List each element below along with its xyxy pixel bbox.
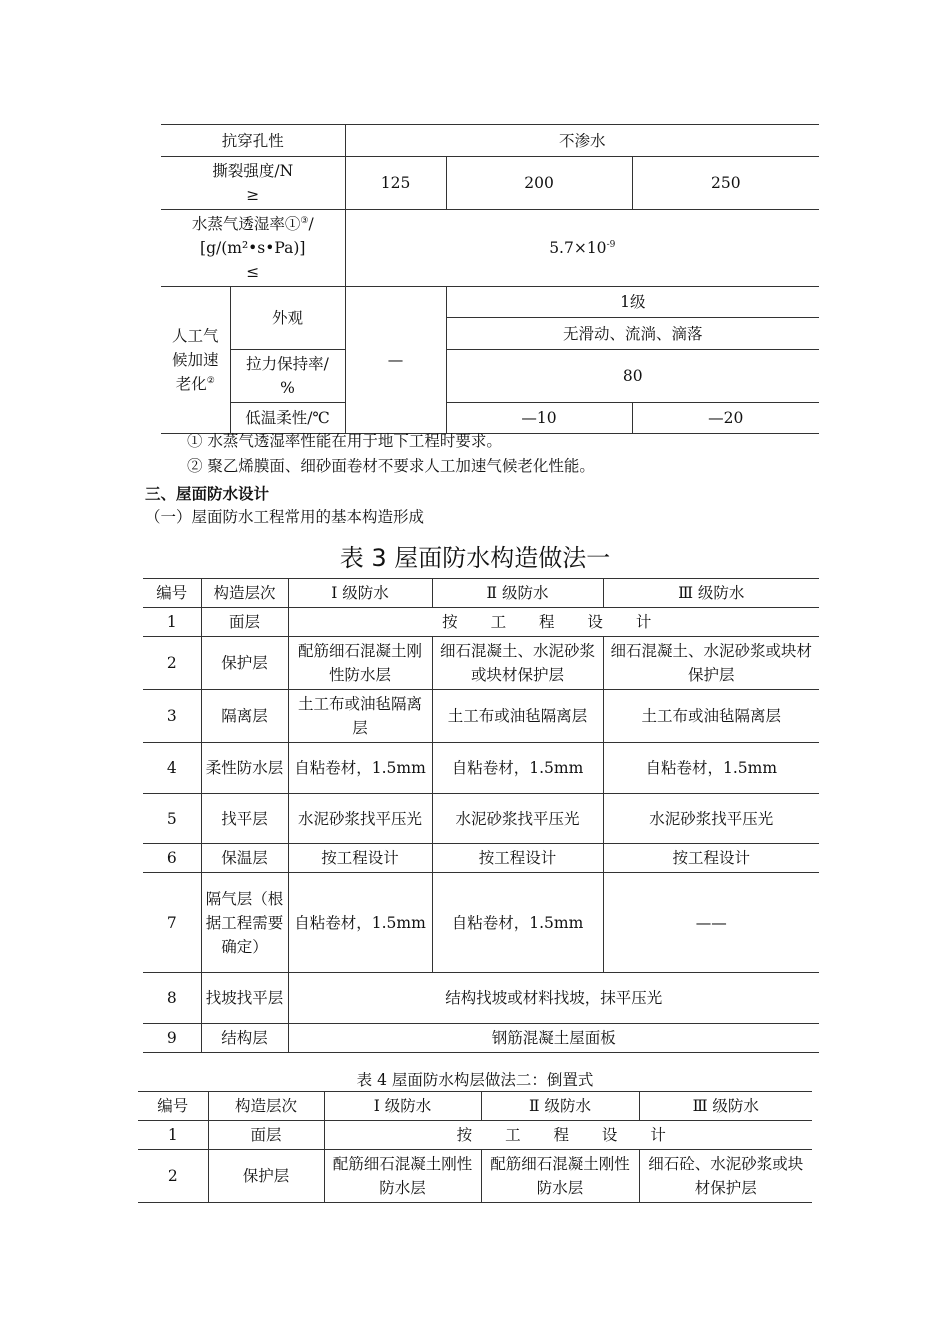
header-grade-2: Ⅱ 级防水: [481, 1092, 639, 1121]
row-no: 2: [138, 1150, 208, 1203]
tensile-label-line1: 拉力保持率/: [246, 355, 329, 373]
vapor-label-line3: ≤: [246, 263, 260, 281]
vapor-label-line1: [164, 212, 342, 236]
row-grade-2: 土工布或油毡隔离层: [432, 690, 603, 743]
row-merged: 按 工 程 设 计: [324, 1121, 812, 1150]
row-no: 4: [143, 743, 201, 794]
row-grade-1: 自粘卷材，1.5mm: [288, 873, 432, 973]
table-row: [143, 608, 819, 637]
header-grade-1: Ⅰ 级防水: [288, 579, 432, 608]
low-temp-flex-v1: —10: [446, 403, 632, 434]
row-grade-1: 自粘卷材，1.5mm: [288, 743, 432, 794]
properties-table: [161, 124, 819, 434]
aging-label-text: 老化: [175, 375, 207, 393]
tear-strength-label-line2: ≥: [246, 186, 260, 204]
aging-dash: —: [345, 287, 446, 434]
row-no: 5: [143, 794, 201, 844]
row-merged: 按 工 程 设 计: [288, 608, 819, 637]
row-grade-3: 按工程设计: [603, 844, 819, 873]
row-layer: 柔性防水层: [201, 743, 288, 794]
header-grade-1: Ⅰ 级防水: [324, 1092, 481, 1121]
table-row: [161, 287, 819, 318]
row-grade-2: 自粘卷材，1.5mm: [432, 743, 603, 794]
table-row: [143, 690, 819, 743]
section-heading: 三、屋面防水设计: [145, 485, 270, 503]
row-grade-1: 配筋细石混凝土刚性防水层: [324, 1150, 481, 1203]
puncture-value: 不渗水: [345, 125, 819, 157]
row-no: 1: [138, 1121, 208, 1150]
row-layer: 保护层: [208, 1150, 324, 1203]
tear-strength-label: [161, 157, 345, 210]
row-layer: 找坡找平层: [201, 973, 288, 1024]
row-grade-3: 细石混凝土、水泥砂浆或块材保护层: [603, 637, 819, 690]
tensile-retention-label: [230, 350, 345, 403]
row-merged: 结构找坡或材料找坡，抹平压光: [288, 973, 819, 1024]
footnote-1: ① 水蒸气透湿率性能在用于地下工程时要求。: [187, 432, 502, 450]
row-grade-1: 配筋细石混凝土刚性防水层: [288, 637, 432, 690]
tear-strength-v2: 200: [446, 157, 632, 210]
table-row: [161, 157, 819, 210]
row-no: 3: [143, 690, 201, 743]
vapor-permeability-label: [161, 210, 345, 287]
tensile-label-line2: %: [280, 379, 295, 397]
row-no: 7: [143, 873, 201, 973]
table-header-row: [138, 1092, 812, 1121]
table4-caption: 表 4 屋面防水构层做法二：倒置式: [356, 1071, 594, 1089]
header-no: 编号: [143, 579, 201, 608]
table-row: [143, 794, 819, 844]
tear-strength-label-line1: 撕裂强度/N: [212, 162, 294, 180]
table-row: [143, 743, 819, 794]
low-temp-flex-v2: —20: [632, 403, 819, 434]
header-no: 编号: [138, 1092, 208, 1121]
footnote-2: ② 聚乙烯膜面、细砂面卷材不要求人工加速气候老化性能。: [187, 457, 595, 475]
row-grade-3: 水泥砂浆找平压光: [603, 794, 819, 844]
row-no: 1: [143, 608, 201, 637]
table-row: [143, 1024, 819, 1053]
vapor-label-text: 水蒸气透湿率①: [191, 215, 301, 233]
vapor-label-end: /: [308, 215, 314, 233]
table4: [138, 1091, 812, 1203]
header-grade-3: Ⅲ 级防水: [603, 579, 819, 608]
vapor-value-exp: -9: [606, 239, 616, 250]
vapor-label-sup: ③: [300, 215, 309, 226]
appearance-label: 外观: [230, 287, 345, 350]
row-layer: 保护层: [201, 637, 288, 690]
row-no: 9: [143, 1024, 201, 1053]
header-layer: 构造层次: [201, 579, 288, 608]
table-row: [143, 873, 819, 973]
tear-strength-v1: 125: [345, 157, 446, 210]
row-grade-3: 细石砼、水泥砂浆或块材保护层: [639, 1150, 812, 1203]
table-row: [143, 844, 819, 873]
tear-strength-v3: 250: [632, 157, 819, 210]
row-grade-2: 自粘卷材，1.5mm: [432, 873, 603, 973]
table-row: [161, 125, 819, 157]
table-row: [143, 637, 819, 690]
row-grade-3: 土工布或油毡隔离层: [603, 690, 819, 743]
row-layer: 结构层: [201, 1024, 288, 1053]
row-grade-1: 按工程设计: [288, 844, 432, 873]
row-layer: 面层: [208, 1121, 324, 1150]
table-row: [161, 350, 819, 403]
header-grade-3: Ⅲ 级防水: [639, 1092, 812, 1121]
vapor-value-base: 5.7×10: [549, 239, 607, 257]
aging-label-sup: ②: [206, 375, 215, 386]
row-grade-3: ——: [603, 873, 819, 973]
table-row: [161, 210, 819, 287]
appearance-value-2: 无滑动、流淌、滴落: [446, 318, 819, 350]
table-row: [138, 1121, 812, 1150]
aging-label-line3: [164, 372, 227, 396]
aging-label-line2: 候加速: [171, 351, 219, 369]
subsection-heading: （一）屋面防水工程常用的基本构造形成: [145, 508, 425, 526]
low-temp-flex-label: 低温柔性/℃: [230, 403, 345, 434]
row-grade-2: 细石混凝土、水泥砂浆或块材保护层: [432, 637, 603, 690]
table-row: [161, 403, 819, 434]
aging-label-line1: 人工气: [171, 327, 219, 345]
row-grade-2: 按工程设计: [432, 844, 603, 873]
vapor-label-line2: [g/(m²•s•Pa)]: [200, 239, 306, 257]
row-grade-3: 自粘卷材，1.5mm: [603, 743, 819, 794]
row-layer: 找平层: [201, 794, 288, 844]
row-grade-1: 水泥砂浆找平压光: [288, 794, 432, 844]
aging-group-label: [161, 287, 230, 434]
row-no: 8: [143, 973, 201, 1024]
table3: [143, 578, 819, 1053]
table3-title: 表 3 屋面防水构造做法一: [339, 544, 611, 572]
row-layer: 隔离层: [201, 690, 288, 743]
table-row: [138, 1150, 812, 1203]
table-row: [143, 973, 819, 1024]
header-layer: 构造层次: [208, 1092, 324, 1121]
row-grade-1: 土工布或油毡隔离层: [288, 690, 432, 743]
tensile-retention-value: 80: [446, 350, 819, 403]
row-merged: 钢筋混凝土屋面板: [288, 1024, 819, 1053]
appearance-value-1: 1级: [446, 287, 819, 318]
row-grade-2: 水泥砂浆找平压光: [432, 794, 603, 844]
row-layer: 隔气层（根据工程需要确定）: [201, 873, 288, 973]
row-layer: 面层: [201, 608, 288, 637]
row-grade-2: 配筋细石混凝土刚性防水层: [481, 1150, 639, 1203]
row-no: 6: [143, 844, 201, 873]
header-grade-2: Ⅱ 级防水: [432, 579, 603, 608]
puncture-label: 抗穿孔性: [161, 125, 345, 157]
table-header-row: [143, 579, 819, 608]
vapor-permeability-value: [345, 210, 819, 287]
row-no: 2: [143, 637, 201, 690]
row-layer: 保温层: [201, 844, 288, 873]
